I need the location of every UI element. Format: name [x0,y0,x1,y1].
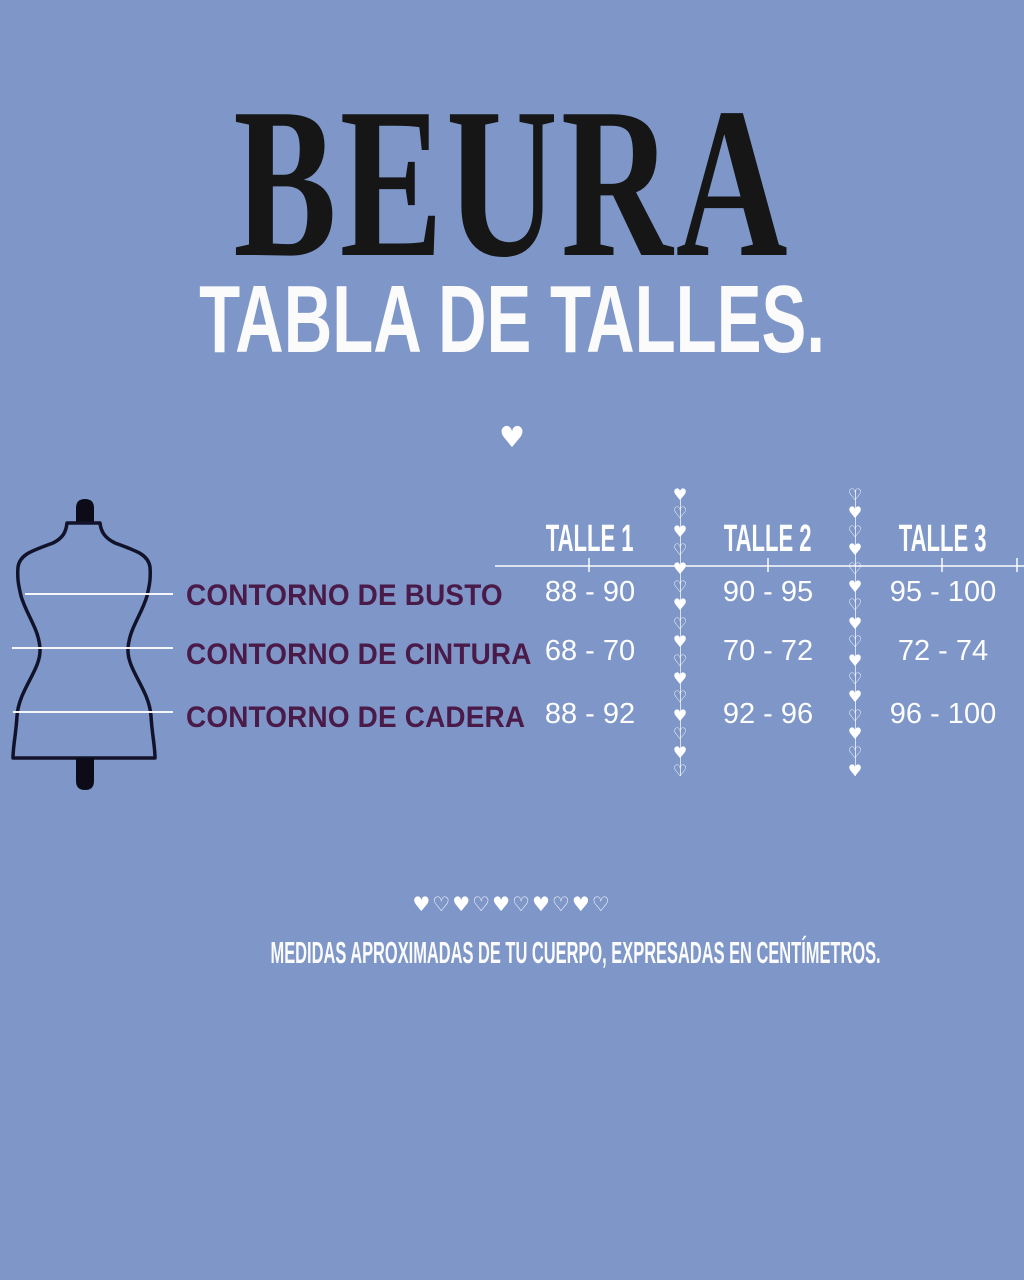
heart-outline-icon: ♡ [432,892,453,916]
column-header-talle-2 [678,519,858,561]
caption [0,937,1024,968]
heart-outline-icon: ♡ [847,485,863,504]
row-label: CONTORNO DE CINTURA [186,638,532,671]
heart-filled-icon: ♥ [847,650,863,670]
heart-filled-icon: ♥ [672,669,688,689]
heart-outline-icon: ♡ [847,632,863,652]
header-rule [495,565,1024,567]
heart-filled-icon: ♥ [672,742,688,762]
value-cell: 88 - 90 [544,576,636,608]
caption-text: MEDIDAS APROXIMADAS DE TU CUERPO, EXPRESADAS EN CENTÍMETROS. [270,935,881,970]
value-cell: 68 - 70 [544,635,636,667]
heart-filled-icon: ♥ [847,503,863,523]
page-title [0,266,1024,373]
dress-form-body-outline [13,523,155,758]
heart-outline-icon: ♡ [472,892,493,916]
dress-form-base-peg [76,758,94,790]
brand-title-text: BEURA [233,63,791,302]
heart-icon: ♥ [499,420,525,454]
column-header-text: TALLE 1 [546,518,634,560]
heart-filled-icon: ♥ [571,892,592,916]
dress-form-icon [8,492,178,797]
heart-filled-icon: ♥ [672,705,688,725]
page-title-text: TABLA DE TALLES. [199,266,825,373]
heart-outline-icon: ♡ [847,705,863,725]
hip-measure-line [13,711,173,713]
heart-filled-icon: ♥ [847,540,863,560]
heart-outline-icon: ♡ [672,687,688,707]
heart-filled-icon: ♥ [412,892,433,916]
heart-outline-icon: ♡ [672,613,688,633]
dress-form-neck-peg [76,499,94,523]
hearts-divider-row [0,894,1024,914]
value-cell: 70 - 72 [722,635,814,667]
heart-outline-icon: ♡ [512,892,532,916]
waist-measure-line [12,647,173,649]
heart-outline-icon: ♡ [672,503,688,523]
column-header-talle-3 [853,519,1024,561]
heart-filled-icon: ♥ [847,613,863,633]
heart-outline-icon: ♡ [672,577,688,597]
brand-title [0,63,1024,302]
value-cell: 95 - 100 [889,576,997,608]
column-header-text: TALLE 2 [724,518,812,560]
heart-filled-icon: ♥ [531,892,552,916]
heart-outline-icon: ♡ [847,521,863,541]
heart-filled-icon: ♥ [672,595,688,615]
heart-filled-icon: ♥ [847,687,863,707]
heart-filled-icon: ♥ [492,892,512,916]
heart-filled-icon: ♥ [847,761,863,781]
value-cell: 88 - 92 [544,698,636,730]
heart-filled-icon: ♥ [672,521,688,541]
value-cell: 92 - 96 [722,698,814,730]
column-header-talle-1 [500,519,680,561]
heart-outline-icon: ♡ [672,650,688,670]
heart-outline-icon: ♡ [847,558,863,578]
bust-measure-line [25,593,173,595]
heart-outline-icon: ♡ [591,892,612,916]
heart-filled-icon: ♥ [672,558,688,578]
row-label: CONTORNO DE CADERA [186,701,526,734]
heart-filled-icon: ♥ [672,632,688,652]
heart-filled-icon: ♥ [847,724,863,744]
heart-outline-icon: ♡ [672,724,688,744]
heart-filled-icon: ♥ [452,892,473,916]
value-cell: 96 - 100 [889,698,997,730]
column-header-text: TALLE 3 [899,518,987,560]
heart-outline-icon: ♡ [672,540,688,560]
heart-filled-icon: ♥ [672,485,688,504]
heart-outline-icon: ♡ [672,761,688,781]
heart-outline-icon: ♡ [847,595,863,615]
heart-filled-icon: ♥ [847,577,863,597]
row-label: CONTORNO DE BUSTO [186,579,503,612]
value-cell: 72 - 74 [897,635,989,667]
heart-outline-icon: ♡ [847,669,863,689]
heart-outline-icon: ♡ [847,742,863,762]
heart-outline-icon: ♡ [551,892,572,916]
value-cell: 90 - 95 [722,576,814,608]
